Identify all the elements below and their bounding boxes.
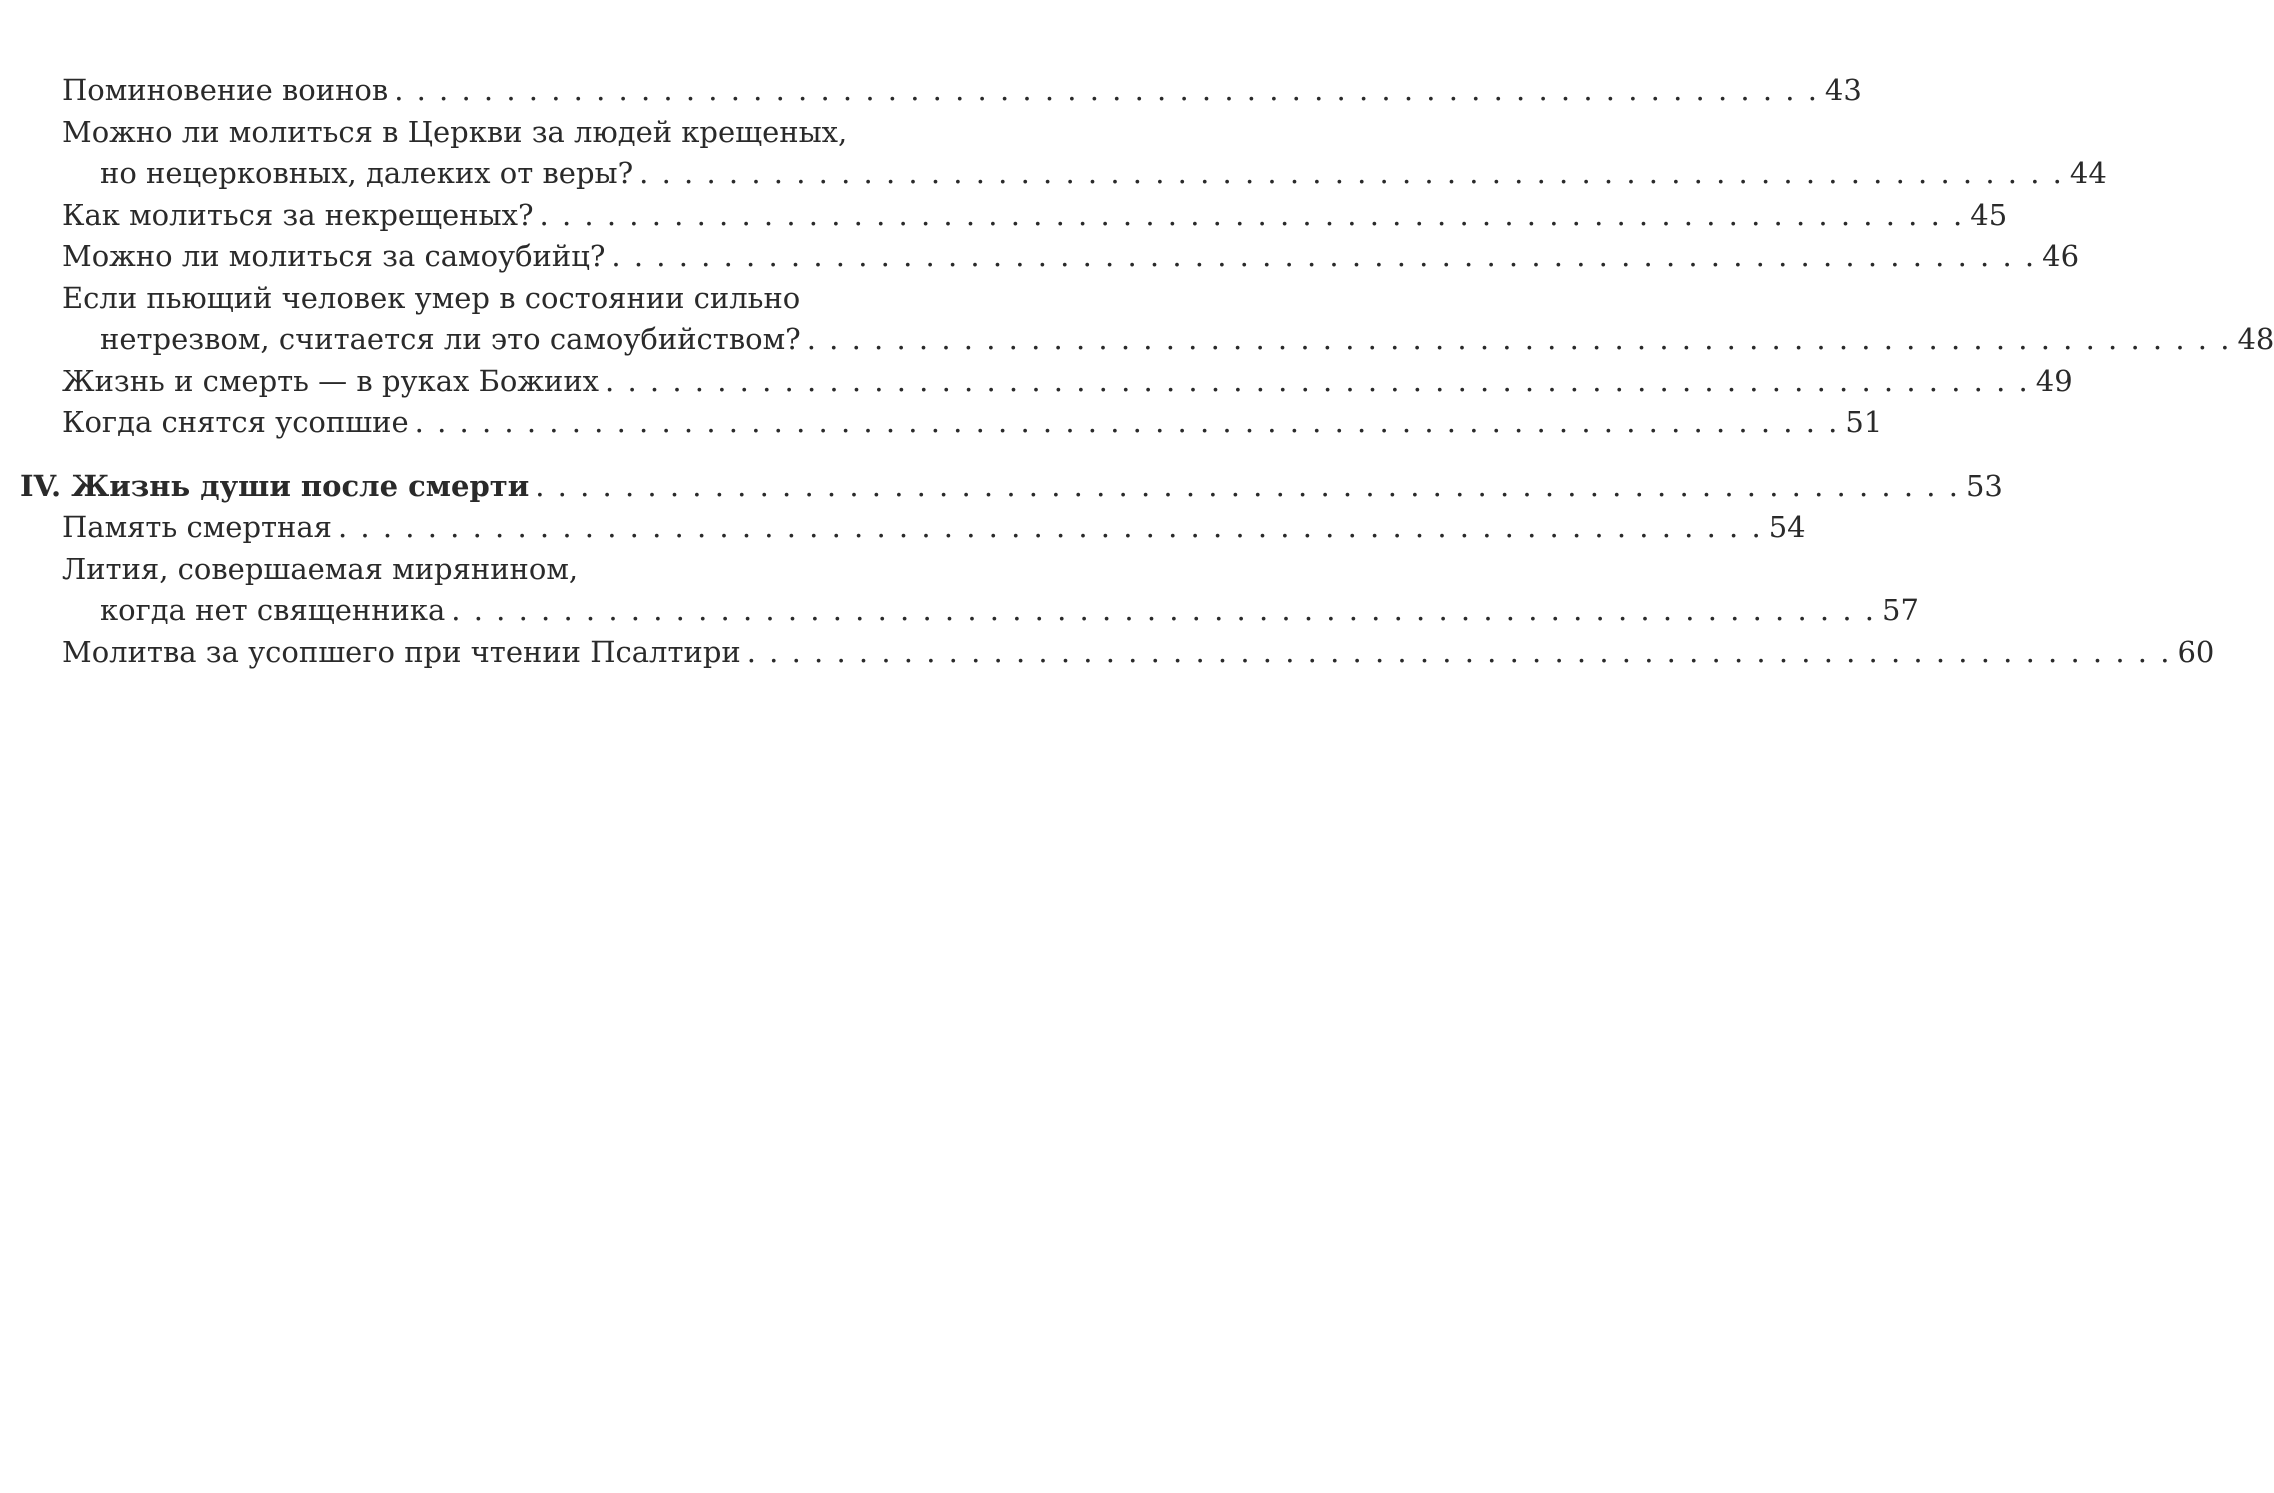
toc-section-title: IV. Жизнь души после смерти bbox=[20, 468, 530, 503]
toc-entry[interactable] bbox=[20, 402, 1883, 444]
toc-entry-title-continued: нетрезвом, считается ли это самоубийством? bbox=[100, 322, 801, 356]
toc-page-number: 48 bbox=[2237, 322, 2274, 356]
toc-entry-title: Когда снятся усопшие bbox=[62, 405, 409, 439]
toc-page-number: 45 bbox=[1970, 197, 2008, 232]
toc-page-number: 43 bbox=[1824, 73, 1862, 107]
toc-page-number: 53 bbox=[1965, 468, 2003, 503]
toc-entry-title-continued: но нецерковных, далеких от веры? bbox=[100, 156, 634, 190]
toc-entry-title: Как молиться за некрещеных? bbox=[62, 197, 534, 232]
dot-leader bbox=[540, 195, 1965, 237]
toc-page-number: 60 bbox=[2177, 634, 2215, 669]
dot-leader bbox=[535, 466, 1960, 508]
toc-entry[interactable] bbox=[20, 549, 1919, 632]
toc-page-number: 44 bbox=[2069, 156, 2107, 190]
toc-entry[interactable] bbox=[20, 278, 2274, 361]
toc-entry[interactable] bbox=[20, 507, 1806, 549]
toc-entry[interactable] bbox=[20, 195, 2008, 237]
dot-leader bbox=[611, 236, 2036, 278]
toc-page-number: 49 bbox=[2035, 363, 2073, 398]
dot-leader bbox=[394, 70, 1819, 112]
toc-entry[interactable] bbox=[20, 632, 2215, 674]
toc-entry-title: Поминовение воинов bbox=[62, 73, 389, 107]
toc-entry-title: Если пьющий человек умер в состоянии сильно bbox=[62, 280, 801, 315]
toc-entry-title: Лития, совершаемая мирянином, bbox=[62, 551, 579, 586]
toc-section-heading[interactable] bbox=[20, 466, 2003, 508]
dot-leader bbox=[451, 593, 1876, 627]
toc-entry-title: Память смертная bbox=[62, 510, 332, 544]
toc-entry-title: Можно ли молиться за самоубийц? bbox=[62, 239, 606, 273]
dot-leader bbox=[639, 156, 2064, 190]
dot-leader bbox=[605, 361, 2030, 403]
toc-entry[interactable] bbox=[20, 112, 2107, 195]
toc-entry-title: Можно ли молиться в Церкви за людей крещеных, bbox=[62, 114, 848, 149]
dot-leader bbox=[338, 507, 1763, 549]
dot-leader bbox=[747, 632, 2172, 674]
table-of-contents bbox=[20, 70, 2274, 673]
toc-page-number: 57 bbox=[1882, 593, 1919, 627]
toc-entry[interactable] bbox=[20, 236, 2080, 278]
dot-leader bbox=[415, 402, 1840, 444]
toc-page-number: 46 bbox=[2042, 239, 2080, 273]
toc-entry-title-continued: когда нет священника bbox=[100, 593, 446, 627]
toc-page-number: 54 bbox=[1768, 510, 1806, 544]
toc-entry[interactable] bbox=[20, 70, 1862, 112]
toc-entry[interactable] bbox=[20, 361, 2073, 403]
dot-leader bbox=[807, 322, 2232, 356]
toc-page-number: 51 bbox=[1845, 405, 1883, 439]
toc-entry-title: Жизнь и смерть — в руках Божиих bbox=[62, 363, 600, 398]
toc-entry-title: Молитва за усопшего при чтении Псалтири bbox=[62, 634, 741, 669]
